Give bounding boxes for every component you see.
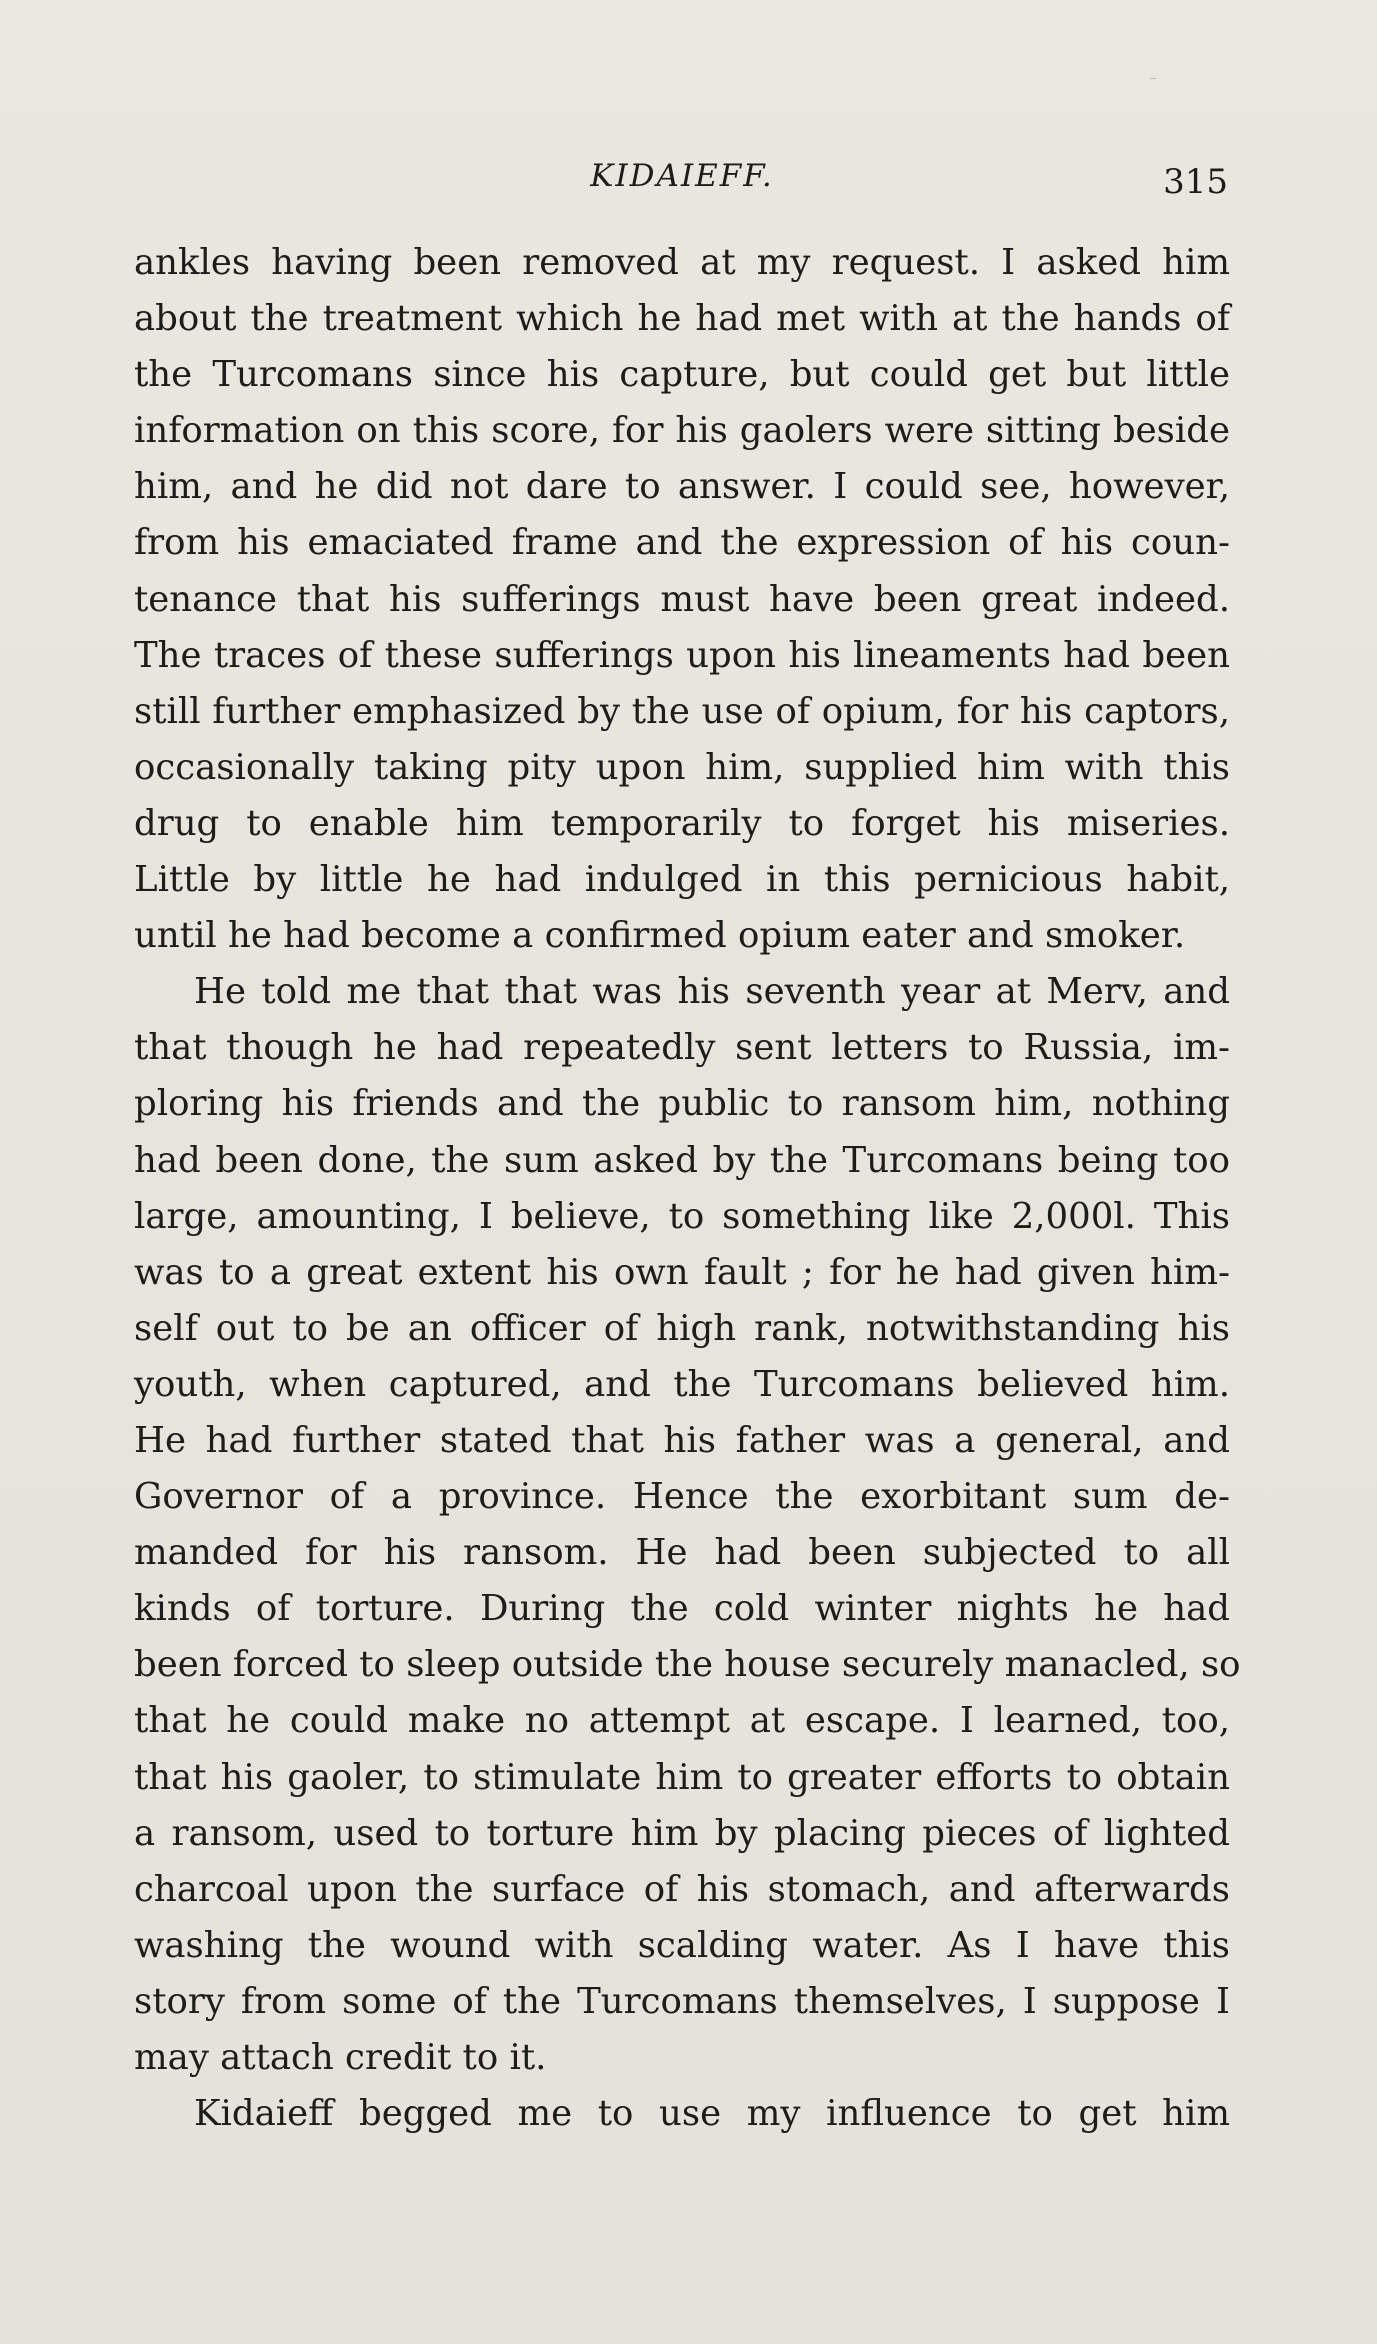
text-line: tenance that his sufferings must have been great indeed. — [134, 578, 1230, 620]
text-line: occasionally taking pity upon him, supplied him with this — [134, 746, 1230, 788]
text-line: washing the wound with scalding water. As I have this — [134, 1924, 1230, 1966]
text-line: him, and he did not dare to answer. I could see, however, — [134, 466, 1230, 508]
text-line: self out to be an officer of high rank, notwithstanding his — [134, 1307, 1230, 1349]
page-speck — [1150, 78, 1156, 79]
text-line: kinds of torture. During the cold winter nights he had — [134, 1588, 1230, 1630]
text-line: Governor of a province. Hence the exorbitant sum de- — [134, 1476, 1230, 1518]
text-line: ploring his friends and the public to ransom him, nothing — [134, 1083, 1230, 1125]
text-line: still further emphasized by the use of opium, for his captors, — [134, 690, 1230, 732]
running-head-title: KIDAIEFF. — [590, 158, 774, 194]
text-line: had been done, the sum asked by the Turcomans being too — [134, 1139, 1230, 1181]
text-line: The traces of these sufferings upon his lineaments had been — [134, 634, 1230, 676]
running-head — [134, 158, 1230, 208]
text-line: the Turcomans since his capture, but could get but little — [134, 354, 1230, 396]
text-line: may attach credit to it. — [134, 2037, 547, 2078]
text-line: until he had become a confirmed opium eater and smoker. — [134, 915, 1186, 957]
text-line: He had further stated that his father was a general, and — [134, 1419, 1230, 1461]
text-line: that his gaoler, to stimulate him to greater efforts to obtain — [134, 1756, 1230, 1798]
body-text — [134, 235, 1241, 2142]
text-line: about the treatment which he had met with at the hands of — [134, 298, 1230, 340]
text-line: drug to enable him temporarily to forget his miseries. — [134, 802, 1230, 844]
paragraph-first-line: He told me that that was his seventh year at Merv, and — [194, 971, 1230, 1013]
text-line: manded for his ransom. He had been subjected to all — [134, 1532, 1230, 1574]
text-line: a ransom, used to torture him by placing pieces of lighted — [134, 1812, 1230, 1854]
text-line: Little by little he had indulged in this pernicious habit, — [134, 859, 1230, 901]
paragraph-first-line: Kidaieff begged me to use my influence to get him — [194, 2093, 1230, 2135]
text-line: ankles having been removed at my request. I asked him — [134, 242, 1230, 283]
text-line: large, amounting, I believe, to something like 2,000l. This — [134, 1195, 1230, 1237]
text-line: that though he had repeatedly sent letters to Russia, im- — [134, 1027, 1230, 1069]
text-line: youth, when captured, and the Turcomans believed him. — [134, 1363, 1230, 1405]
text-line: was to a great extent his own fault ; for he had given him- — [134, 1251, 1230, 1293]
text-line: story from some of the Turcomans themselves, I suppose I — [134, 1980, 1230, 2022]
text-line: been forced to sleep outside the house securely manacled, so — [134, 1644, 1241, 1686]
text-line: information on this score, for his gaolers were sitting beside — [134, 410, 1230, 452]
page-number: 315 — [1163, 162, 1228, 202]
text-line: that he could make no attempt at escape. I learned, too, — [134, 1700, 1230, 1742]
text-line: from his emaciated frame and the expression of his coun- — [134, 522, 1230, 564]
text-line: charcoal upon the surface of his stomach, and afterwards — [134, 1868, 1230, 1910]
